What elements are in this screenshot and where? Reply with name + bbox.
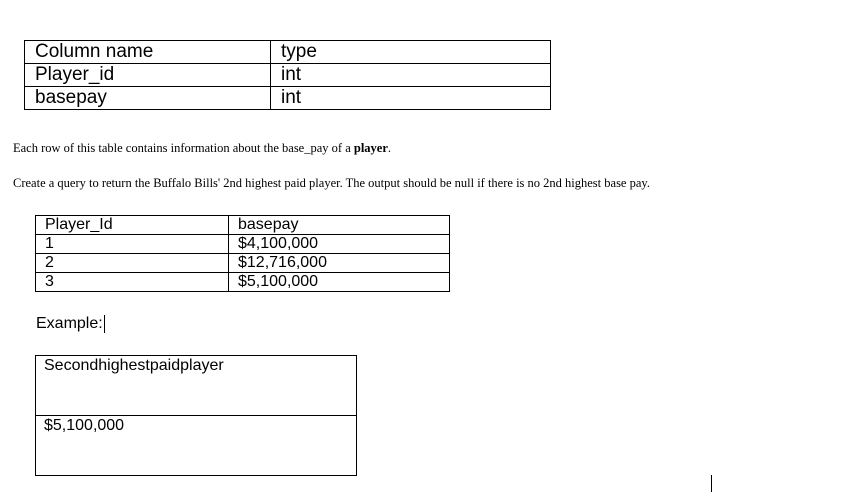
table-row bbox=[36, 254, 450, 273]
player-id-cell: 1 bbox=[36, 235, 229, 254]
table-row bbox=[25, 64, 551, 87]
expected-output-table bbox=[35, 355, 357, 476]
column-name-cell: Player_id bbox=[25, 64, 271, 87]
table-description bbox=[13, 141, 391, 156]
column-name-cell: basepay bbox=[25, 87, 271, 110]
column-type-cell: int bbox=[271, 64, 551, 87]
column-header-name: Column name bbox=[25, 41, 271, 64]
header-basepay: basepay bbox=[229, 216, 450, 235]
output-value-cell: $5,100,000 bbox=[36, 416, 357, 476]
output-header-cell: Secondhighestpaidplayer bbox=[36, 356, 357, 416]
text-cursor bbox=[104, 315, 105, 333]
table-header-row bbox=[36, 216, 450, 235]
header-player-id: Player_Id bbox=[36, 216, 229, 235]
table-row bbox=[36, 273, 450, 292]
description-bold: player bbox=[353, 141, 388, 155]
table-row bbox=[25, 87, 551, 110]
schema-table bbox=[24, 40, 551, 110]
basepay-cell: $4,100,000 bbox=[229, 235, 450, 254]
table-row bbox=[36, 416, 357, 476]
column-header-type: type bbox=[271, 41, 551, 64]
player-id-cell: 3 bbox=[36, 273, 229, 292]
sample-data-table bbox=[35, 215, 450, 292]
text-cursor bbox=[711, 475, 712, 492]
task-statement: Create a query to return the Buffalo Bills' 2nd highest paid player. The output should be null if there is no 2nd highest base pay. bbox=[13, 176, 650, 190]
example-label[interactable] bbox=[36, 315, 105, 333]
example-label-text: Example: bbox=[36, 315, 103, 332]
column-type-cell: int bbox=[271, 87, 551, 110]
basepay-cell: $5,100,000 bbox=[229, 273, 450, 292]
description-text: Each row of this table contains information about the base_pay of a bbox=[13, 141, 354, 155]
basepay-cell: $12,716,000 bbox=[229, 254, 450, 273]
description-end: . bbox=[387, 141, 392, 155]
table-header-row bbox=[36, 356, 357, 416]
table-row bbox=[36, 235, 450, 254]
table-header-row bbox=[25, 41, 551, 64]
player-id-cell: 2 bbox=[36, 254, 229, 273]
